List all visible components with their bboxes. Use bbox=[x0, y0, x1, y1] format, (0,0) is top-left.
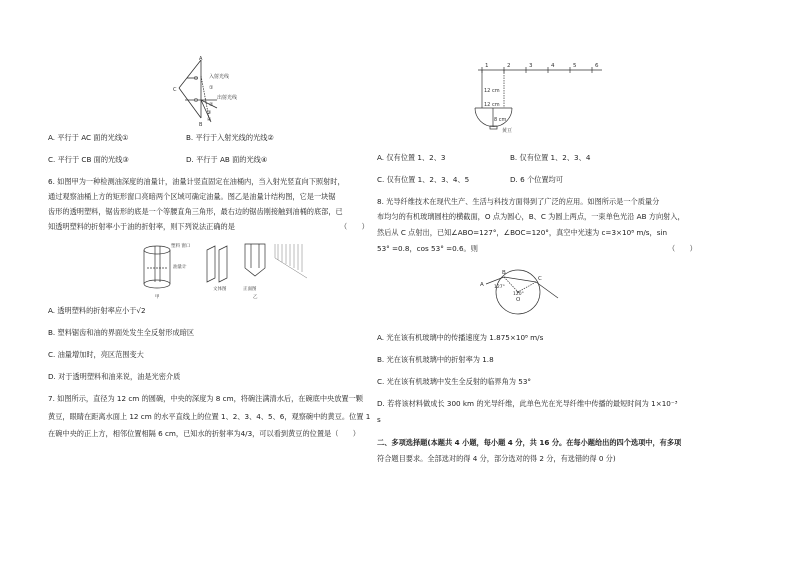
tick-1: 1 bbox=[485, 63, 489, 69]
label-front-view: 正面图 bbox=[243, 287, 257, 292]
q8-option-d: D. 若将该材料做成长 300 km 的光导纤维，此单色光在光导纤维中传播的最短时间为 1×10⁻³ bbox=[377, 399, 678, 408]
q6-stem-line4: 知透明塑料的折射率小于油的折射率，则下列说法正确的是 bbox=[48, 222, 235, 231]
q7-option-a: A. 仅有位置 1、2、3 bbox=[377, 153, 446, 162]
label-point-o: O bbox=[516, 297, 521, 303]
q8-option-d-unit: s bbox=[377, 415, 381, 424]
q6-stem-line2: 通过观察油桶上方的矩形窗口亮暗两个区域可确定油量。图乙是油量计结构图，它是一块锯 bbox=[48, 192, 336, 201]
label-ray-2: ② bbox=[209, 102, 214, 108]
section2-heading-line2: 符合题目要求。全部选对的得 4 分，部分选对的得 2 分，有选错的得 0 分) bbox=[377, 454, 616, 463]
q6-stem-line3: 齿形的透明塑料，锯齿形的底是一个等腰直角三角形，最右边的锯齿刚接触到油桶的底部，已 bbox=[48, 207, 343, 216]
oil-gauge-figure bbox=[135, 238, 325, 300]
label-b: B bbox=[199, 122, 203, 128]
label-ray-4: ④ bbox=[207, 117, 212, 123]
q7-option-d: D. 6 个位置均可 bbox=[510, 175, 563, 184]
q8-option-b: B. 光在该有机玻璃中的折射率为 1.8 bbox=[377, 355, 494, 364]
label-o2: O bbox=[194, 98, 198, 104]
q5-option-b: B. 平行于入射光线的光线② bbox=[186, 133, 274, 142]
glass-cylinder-figure bbox=[478, 262, 578, 318]
tick-4: 4 bbox=[551, 63, 555, 69]
q7-option-c: C. 仅有位置 1、2、3、4、5 bbox=[377, 175, 470, 184]
q6-answer-paren: （ ） bbox=[340, 222, 369, 231]
q7-stem-line3: 在碗中央的正上方，相邻位置相隔 6 cm，已知水的折射率为4/3，可以看到黄豆的位置是（ ） bbox=[48, 429, 360, 438]
prism-ray-diagram bbox=[165, 56, 245, 128]
label-o1: O bbox=[194, 76, 198, 82]
q8-stem-line3: 然后从 C 点射出，已知∠ABO=127°，∠BOC=120°，真空中光速为 c=3×10⁸ m/s，sin bbox=[377, 228, 668, 237]
q6-option-b: B. 塑料锯齿和油的界面处发生全反射形成暗区 bbox=[48, 328, 195, 337]
q8-option-c: C. 光在该有机玻璃中发生全反射的临界角为 53° bbox=[377, 377, 531, 386]
label-ray-3: ③ bbox=[207, 110, 212, 116]
dim-8cm: 8 cm bbox=[494, 117, 507, 123]
q5-option-c: C. 平行于 CB 面的光线③ bbox=[48, 155, 129, 164]
q7-option-b: B. 仅有位置 1、2、3、4 bbox=[510, 153, 591, 162]
label-c: C bbox=[173, 87, 177, 93]
bowl-figure bbox=[460, 60, 610, 142]
label-point-b: B bbox=[502, 270, 506, 276]
q8-stem-line4: 53° =0.8，cos 53° =0.6。则 bbox=[377, 244, 478, 253]
q6-option-a: A. 透明塑料的折射率应小于√2 bbox=[48, 306, 146, 315]
label-out-ray: 出射光线 bbox=[217, 95, 238, 101]
label-in-ray: 入射光线 bbox=[209, 74, 230, 80]
q6-option-c: C. 油量增加时，亮区范围变大 bbox=[48, 350, 144, 359]
q8-stem-line2: 布均匀的有机玻璃圆柱的横截面，O 点为圆心，B、C 为圆上两点，一束单色光沿 AB 方向射入， bbox=[377, 212, 685, 221]
tick-2: 2 bbox=[507, 63, 511, 69]
tick-3: 3 bbox=[529, 63, 533, 69]
q6-option-d: D. 对于透明塑料和油来说，油是光密介质 bbox=[48, 372, 181, 381]
label-angle-120: 120° bbox=[513, 292, 524, 297]
label-yi: 乙 bbox=[253, 295, 258, 300]
tick-5: 5 bbox=[573, 63, 577, 69]
label-jia: 甲 bbox=[155, 295, 160, 300]
dim-12cm-horizontal: 12 cm bbox=[484, 102, 500, 108]
q7-stem-line1: 7. 如图所示，直径为 12 cm 的圆碗，中央的深度为 8 cm，将碗注满清水后，在碗底中央放置一颗 bbox=[48, 394, 363, 403]
label-window: 塑料 窗口 bbox=[171, 244, 191, 249]
q8-option-a: A. 光在该有机玻璃中的传播速度为 1.875×10⁸ m/s bbox=[377, 333, 544, 342]
dim-12cm-vertical: 12 cm bbox=[484, 88, 500, 94]
label-ray-1: ① bbox=[209, 85, 214, 91]
tick-6: 6 bbox=[595, 63, 599, 69]
label-gauge: 油量计 bbox=[173, 265, 187, 270]
label-angle-127: 127° bbox=[494, 285, 505, 290]
label-a: A bbox=[199, 56, 203, 62]
q8-stem-line1: 8. 光导纤维技术在现代生产、生活与科技方面得到了广泛的应用。如图所示是一个质量分 bbox=[377, 197, 660, 206]
q6-stem-line1: 6. 如图甲为一种检测油深度的油量计，油量计竖直固定在油桶内，当入射光竖直向下照射时， bbox=[48, 177, 345, 186]
section2-heading-line1: 二、多项选择题(本题共 4 小题，每小题 4 分，共 16 分。在每小题给出的四个选项中，有多项 bbox=[377, 438, 682, 447]
q7-stem-line2: 黄豆，眼睛在距离水面上 12 cm 的水平直线上的位置 1、2、3、4、5、6，观察碗中的黄豆。位置 1 bbox=[48, 412, 371, 421]
label-point-a: A bbox=[480, 282, 484, 288]
label-side-view: 文体图 bbox=[213, 287, 227, 292]
q8-answer-paren: （ ） bbox=[668, 244, 697, 253]
q5-option-d: D. 平行于 AB 面的光线④ bbox=[186, 155, 268, 164]
label-point-c: C bbox=[538, 276, 542, 282]
q5-option-a: A. 平行于 AC 面的光线① bbox=[48, 133, 129, 142]
label-bean: 黄豆 bbox=[502, 128, 513, 134]
